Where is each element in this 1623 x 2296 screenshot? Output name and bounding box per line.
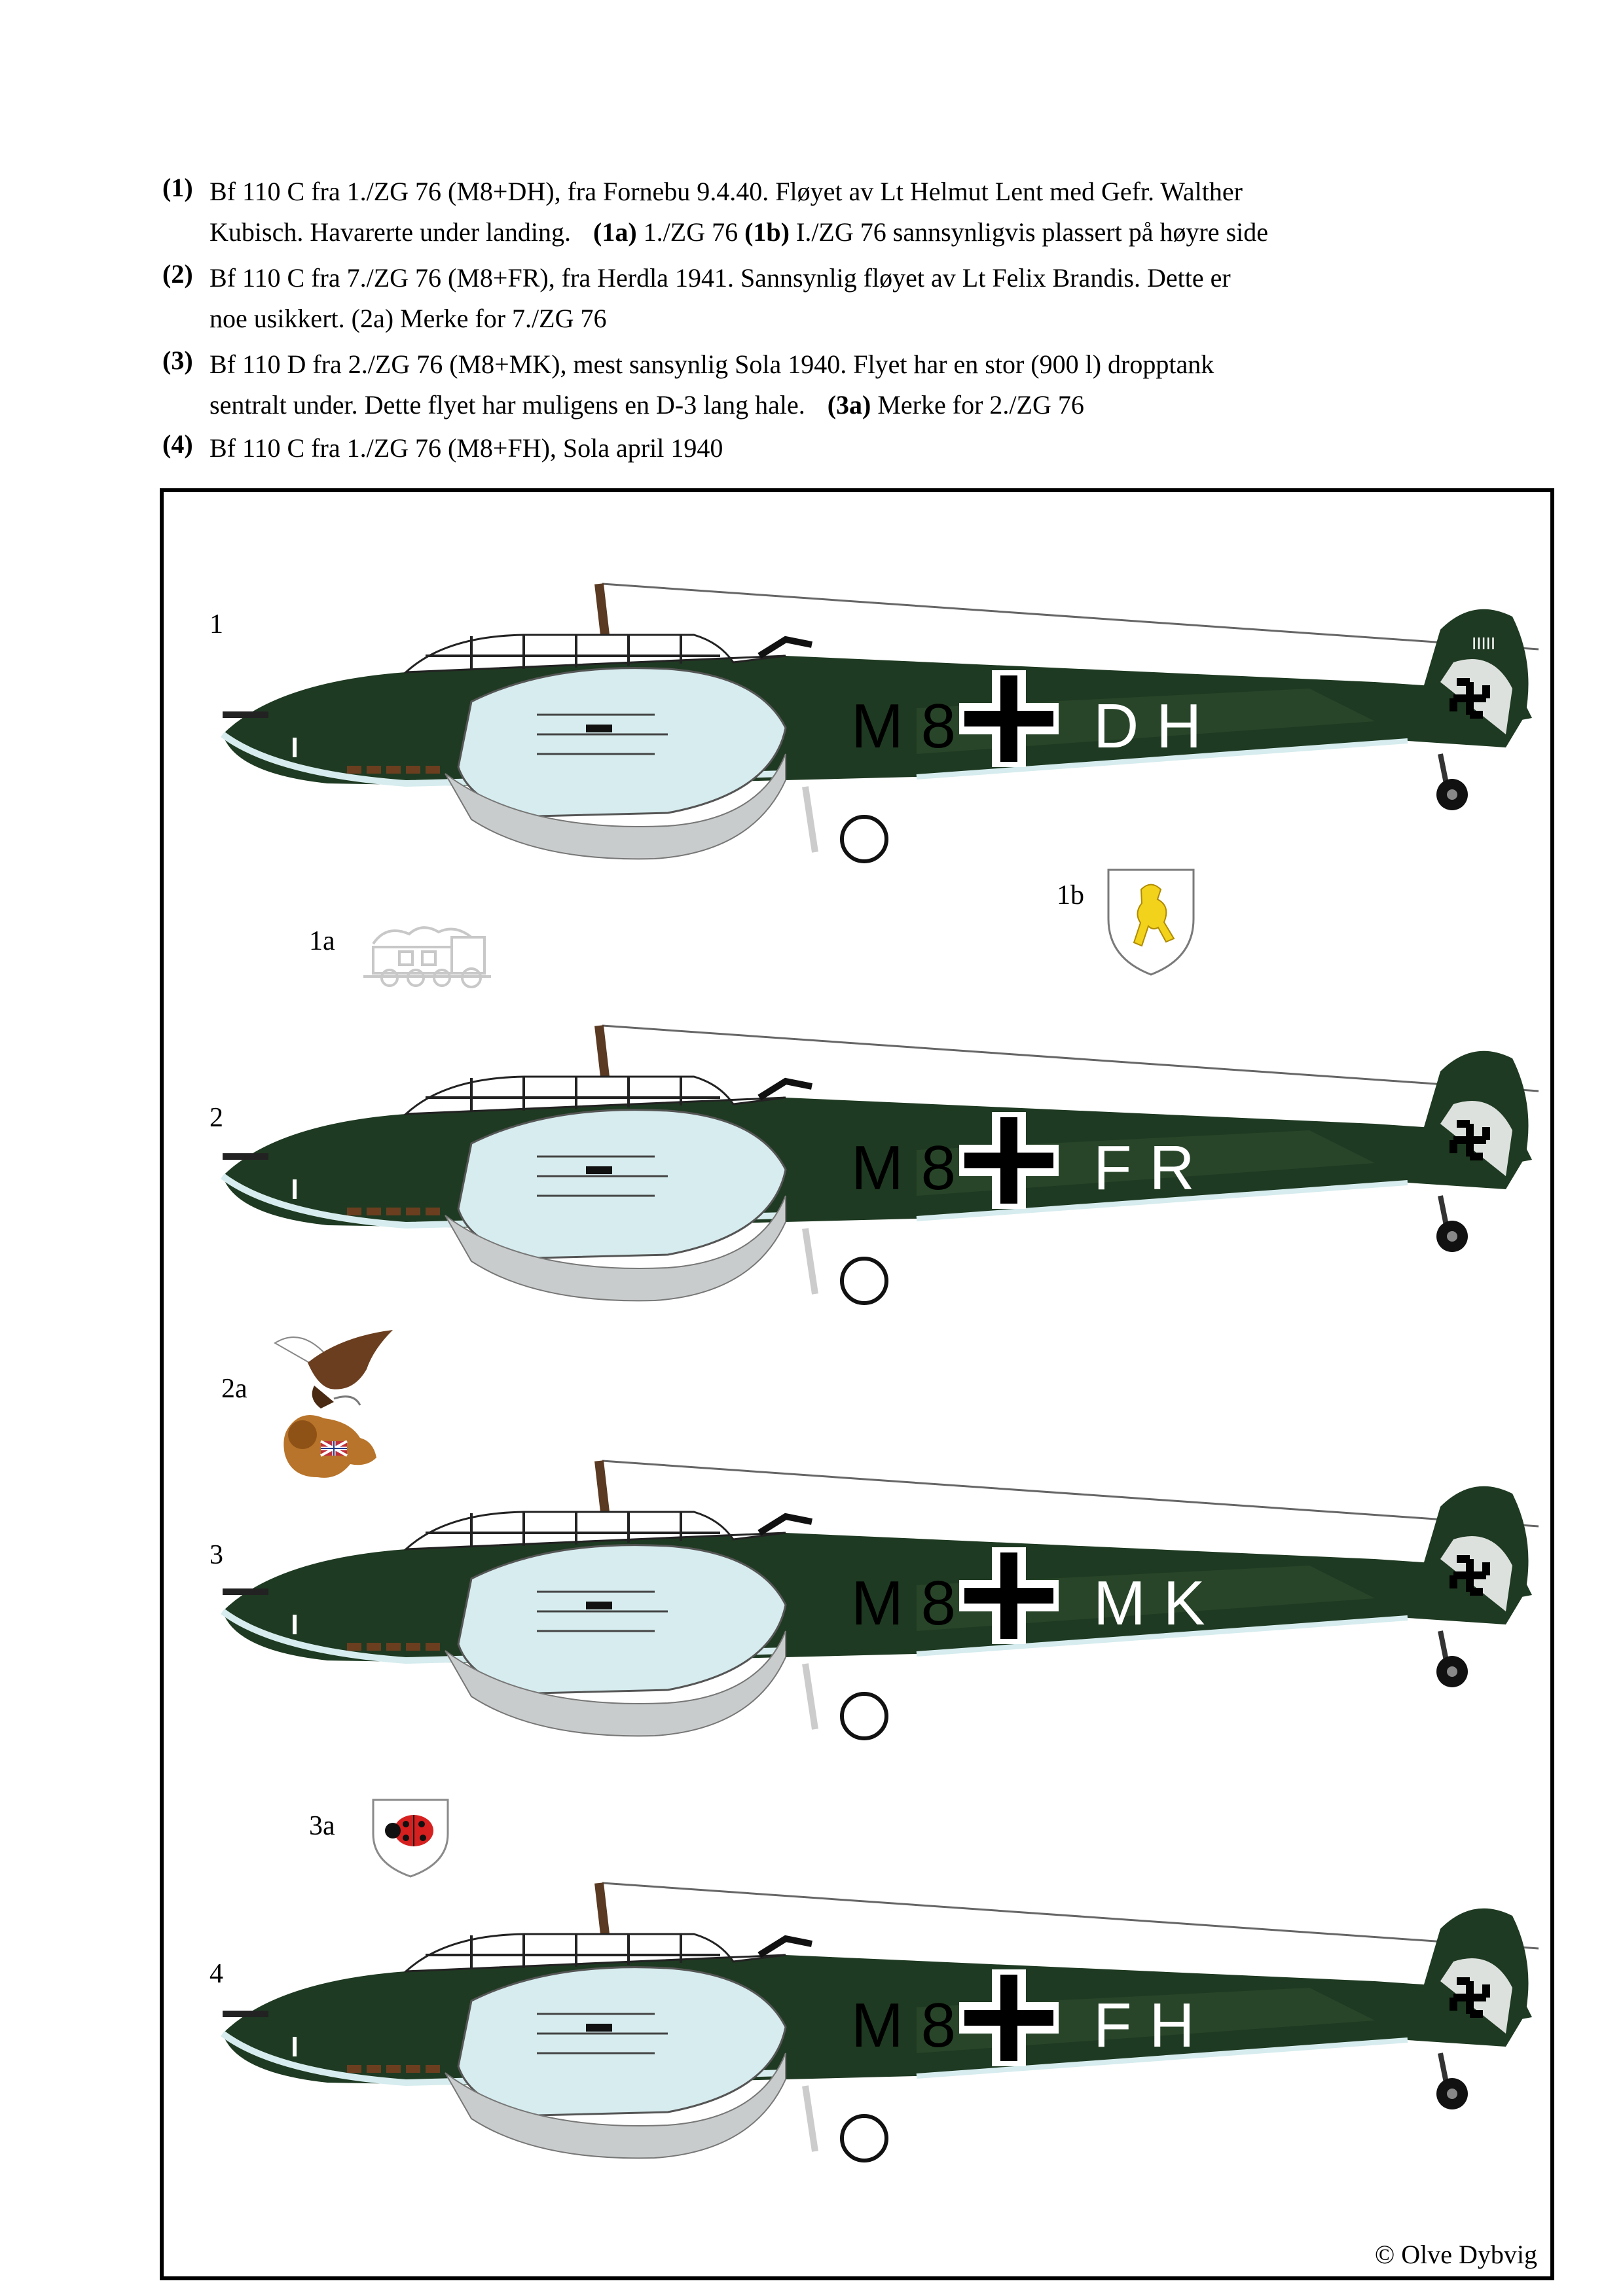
aircraft-profile-2 [196,999,1558,1327]
profile-label-4: 4 [210,1959,223,1989]
caption-text: 1./ZG 76 [643,217,739,247]
profile-label-3: 3 [210,1540,223,1570]
caption-2 [162,258,1577,339]
caption-number: (4) [162,429,193,459]
fuselage-code-right: M K [1093,1568,1205,1638]
caption-text: Merke for 2./ZG 76 [877,390,1084,420]
profile-frame [160,488,1554,2280]
fuselage-code-right: F R [1093,1133,1195,1203]
artist-credit: © Olve Dybvig [1374,2240,1537,2269]
caption-line: Bf 110 C fra 7./ZG 76 (M8+FR), fra Herdla 1941. Sannsynlig fløyet av Lt Felix Brandis. Dette er [210,263,1231,293]
aircraft-profile-3 [196,1435,1558,1762]
caption-line: Bf 110 C fra 1./ZG 76 (M8+FH), Sola april 1940 [210,433,723,463]
insignia-label-1b: 1b [1057,880,1084,910]
fuselage-code-right: F H [1093,1990,1195,2060]
caption-line: Bf 110 C fra 1./ZG 76 (M8+DH), fra Fornebu 9.4.40. Fløyet av Lt Helmut Lent med Gefr. Walther [210,177,1243,206]
fuselage-code-left: M 8 [851,691,957,761]
fuselage-code-left: M 8 [851,1133,957,1203]
fuselage-code-left: M 8 [851,1568,957,1638]
caption-line [210,212,1577,253]
caption-line [210,385,1577,425]
insignia-label-1a: 1a [309,926,335,956]
aircraft-profile-1 [196,558,1558,885]
profile-label-1: 1 [210,609,223,639]
locomotive-emblem-icon [360,918,504,990]
caption-number: (3) [162,346,193,375]
caption-text: Kubisch. Havarerte under landing. [210,217,572,247]
insignia-ref-1a: (1a) [593,217,637,247]
insignia-ref-3a: (3a) [827,390,871,420]
insignia-label-3a: 3a [309,1811,335,1841]
fuselage-code-left: M 8 [851,1990,957,2060]
tail-kill-marks: IIIII [1472,634,1496,653]
caption-1 [162,171,1577,253]
caption-line: Bf 110 D fra 2./ZG 76 (M8+MK), mest sansynlig Sola 1940. Flyet har en stor (900 l) dropptank [210,350,1214,379]
fuselage-code-right: D H [1093,691,1202,761]
caption-4 [162,428,1577,469]
insignia-ref-1b: (1b) [744,217,790,247]
caption-text: sentralt under. Dette flyet har muligens en D-3 lang hale. [210,390,805,420]
caption-text: I./ZG 76 sannsynligvis plassert på høyre side [796,217,1268,247]
profile-label-2: 2 [210,1103,223,1133]
caption-number: (2) [162,259,193,289]
caption-3 [162,344,1577,425]
caption-line: noe usikkert. (2a) Merke for 7./ZG 76 [210,304,607,333]
caption-block [162,171,1577,469]
insignia-label-2a: 2a [221,1374,247,1404]
caption-number: (1) [162,173,193,202]
aircraft-profile-4 [196,1857,1558,2184]
